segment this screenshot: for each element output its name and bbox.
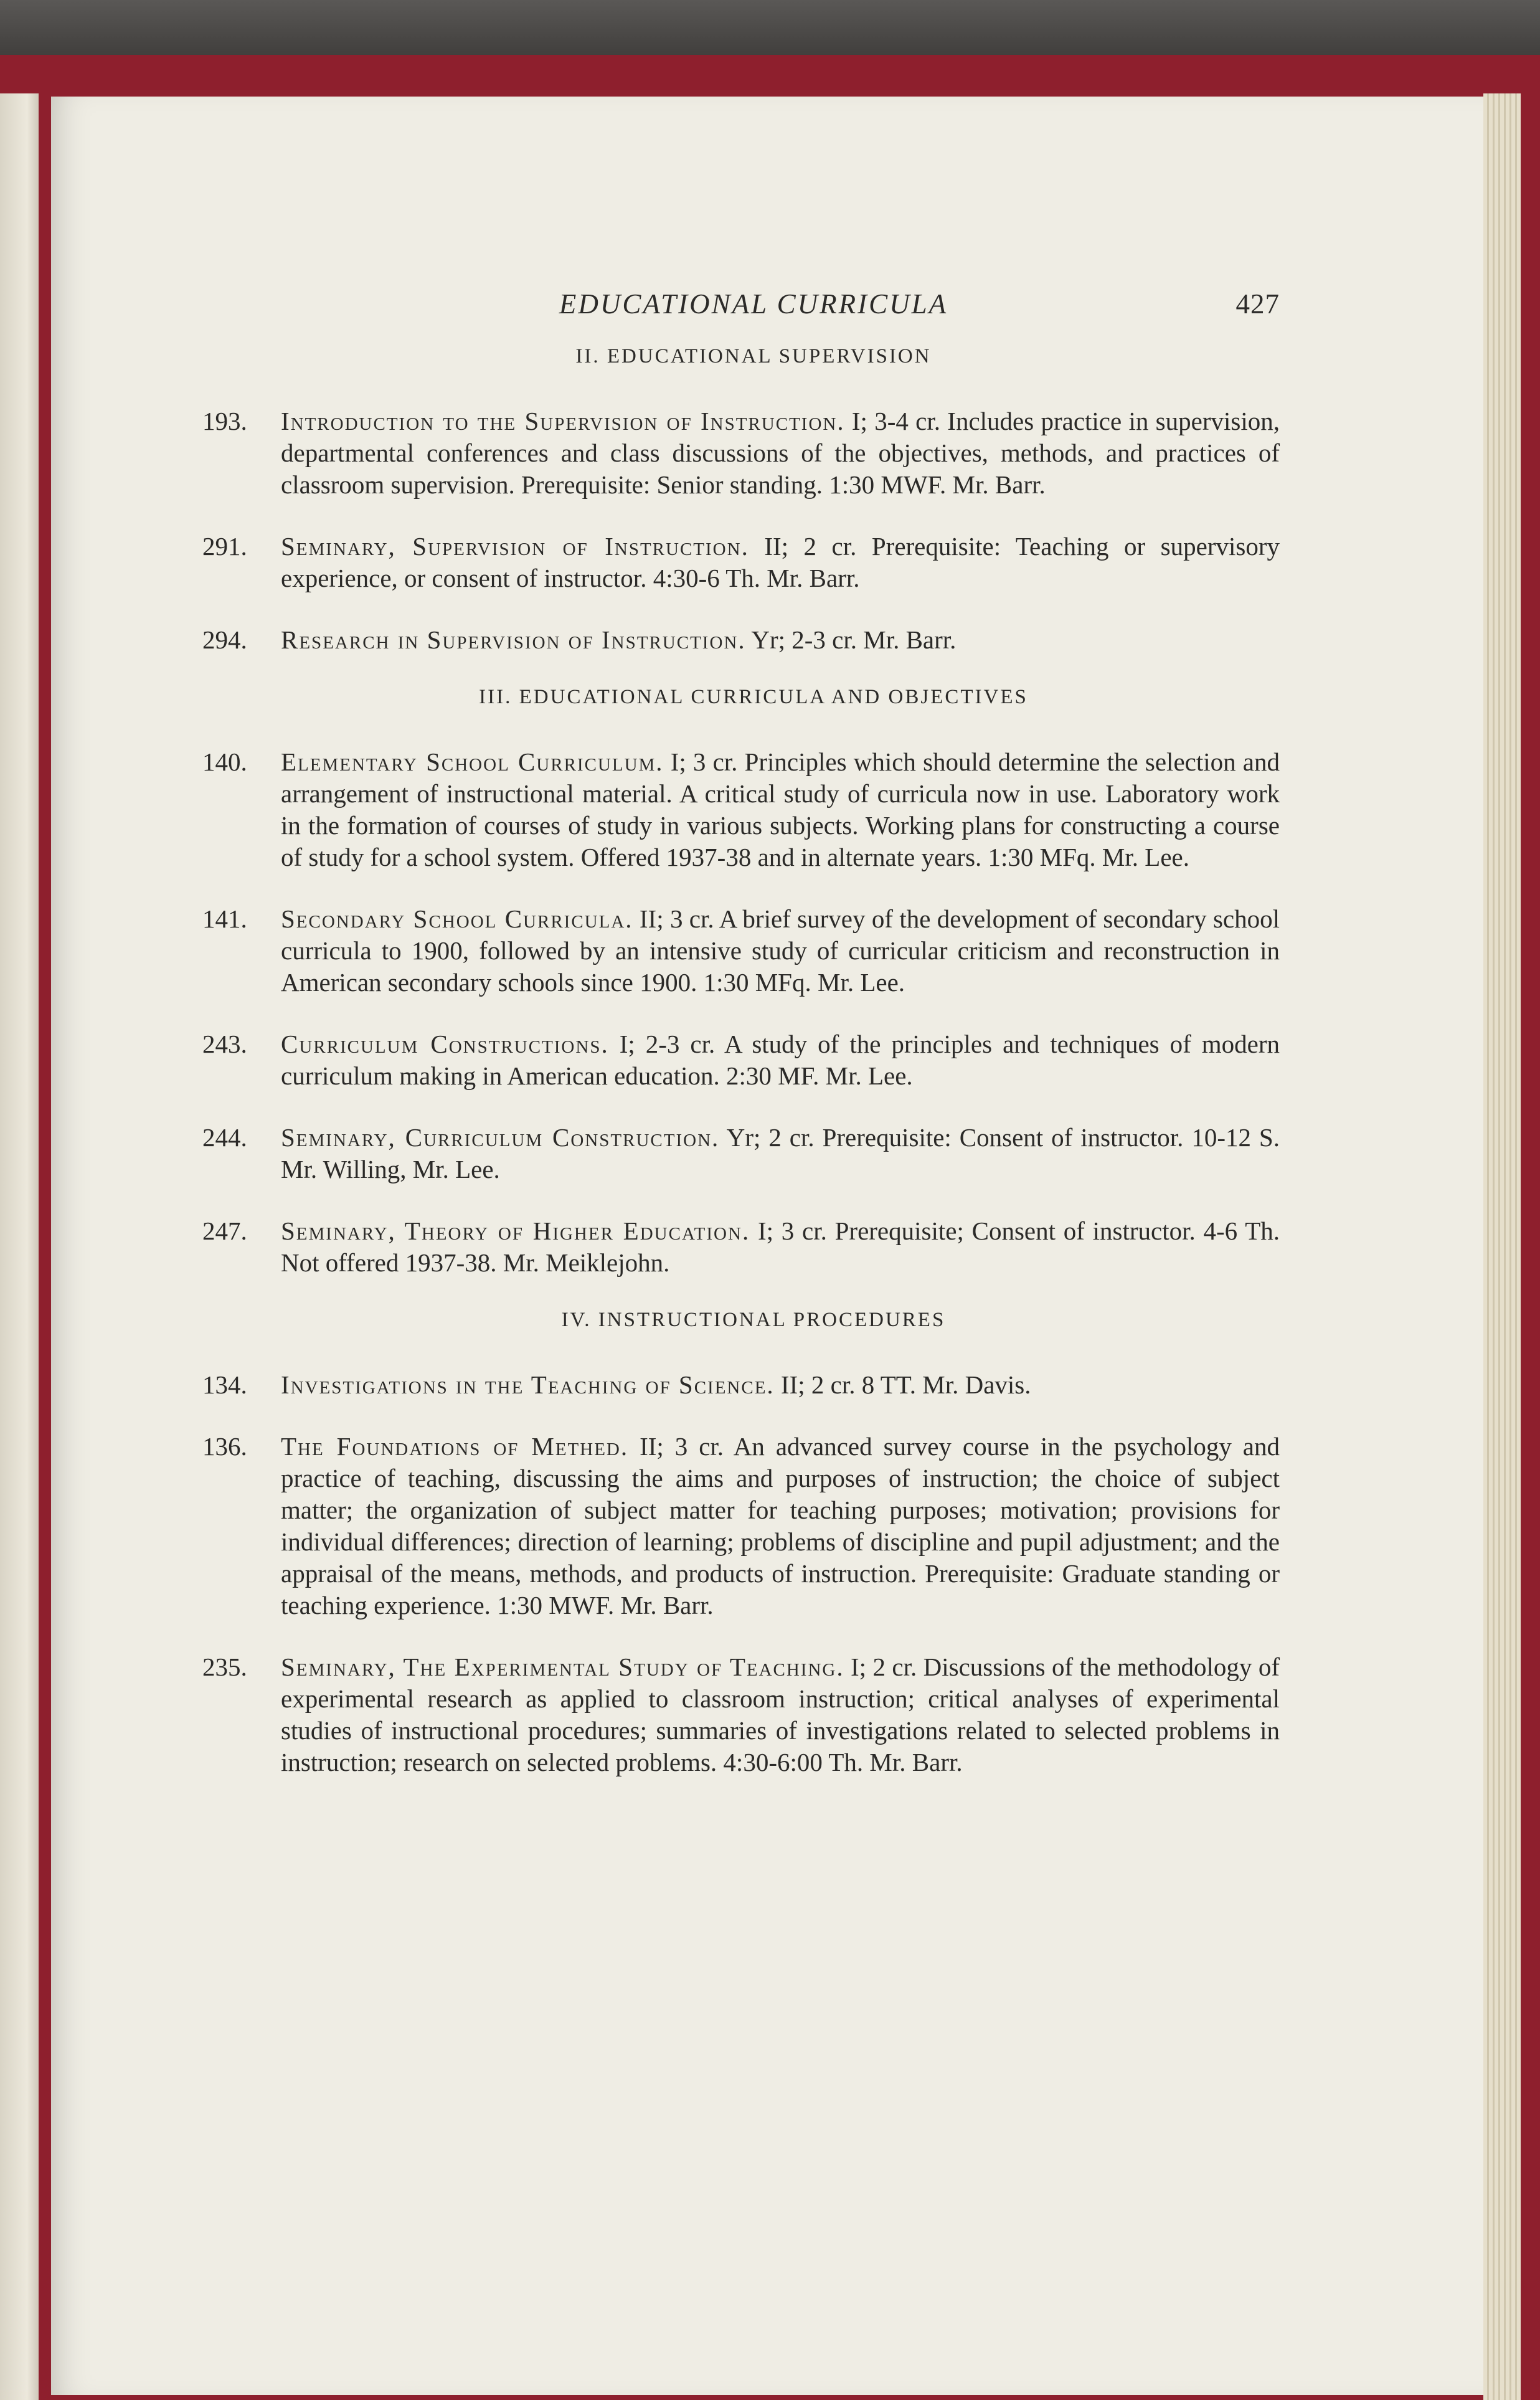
course-title: The Foundations of Methed. bbox=[281, 1432, 629, 1461]
section-heading: II. EDUCATIONAL SUPERVISION bbox=[575, 345, 932, 368]
course-description: I; 2 cr. Discussions of the methodology of experimental research as applied to classroom instruction; critical analyses of experimental studies of instructional procedures; summaries of investigations related to selected problems in instruction; research on selected problems. 4:30-6:00 Th. Mr. Barr. bbox=[281, 1653, 1280, 1776]
course-entry bbox=[202, 1122, 1280, 1185]
course-title: Seminary, Curriculum Construction. bbox=[281, 1123, 720, 1152]
facing-page-edge bbox=[0, 93, 39, 2400]
course-title: Introduction to the Supervision of Instruction. bbox=[281, 407, 845, 435]
course-title: Curriculum Constructions. bbox=[281, 1030, 609, 1058]
course-entry bbox=[202, 903, 1280, 998]
course-entry bbox=[202, 406, 1280, 501]
course-title: Seminary, The Experimental Study of Teaching. bbox=[281, 1653, 844, 1681]
page-content bbox=[202, 288, 1280, 1808]
course-description: I; 3 cr. Prerequisite; Consent of instructor. 4-6 Th. Not offered 1937-38. Mr. Meiklejohn. bbox=[281, 1217, 1280, 1277]
course-description: II; 3 cr. An advanced survey course in the psychology and practice of teaching, discussing the aims and purposes of instruction; the choice of subject matter; the organization of subject matter for teaching purposes; motivation; provisions for individual differences; direction of learning; problems of discipline and pupil adjustment; and the appraisal of the means, methods, and products of instruction. Prerequisite: Graduate standing or teaching experience. 1:30 MWF. Mr. Barr. bbox=[281, 1432, 1280, 1620]
course-number: 140. bbox=[202, 747, 247, 776]
course-entry bbox=[202, 624, 1280, 656]
course-number: 247. bbox=[202, 1217, 247, 1245]
course-title: Elementary School Curriculum. bbox=[281, 747, 664, 776]
course-description: I; 3 cr. Principles which should determine the selection and arrangement of instructional material. A critical study of curricula now in use. Laboratory work in the formation of courses of study in various subjects. Working plans for constructing a course of study for a school system. Offered 1937-38 and in alternate years. 1:30 MFq. Mr. Lee. bbox=[281, 747, 1280, 871]
course-number: 235. bbox=[202, 1653, 247, 1681]
course-title: Seminary, Theory of Higher Education. bbox=[281, 1217, 750, 1245]
course-entry bbox=[202, 1369, 1280, 1401]
running-head bbox=[227, 288, 1280, 331]
course-description: I; 2-3 cr. A study of the principles and techniques of modern curriculum making in American education. 2:30 MF. Mr. Lee. bbox=[281, 1030, 1280, 1090]
section-heading: III. EDUCATIONAL CURRICULA AND OBJECTIVES bbox=[479, 686, 1028, 708]
course-title: Research in Supervision of Instruction. bbox=[281, 625, 746, 654]
course-description: II; 3 cr. A brief survey of the development of secondary school curricula to 1900, followed by an intensive study of curricular criticism and reconstruction in American secondary schools since 1900. 1:30 MFq. Mr. Lee. bbox=[281, 904, 1280, 997]
course-entry bbox=[202, 1651, 1280, 1778]
page-stack-edge bbox=[1483, 93, 1521, 2400]
scan-background bbox=[0, 0, 1540, 59]
course-entry bbox=[202, 531, 1280, 594]
course-title: Secondary School Curricula. bbox=[281, 904, 633, 933]
course-description: II; 2 cr. Prerequisite: Teaching or supervisory experience, or consent of instructor. 4:30-6 Th. Mr. Barr. bbox=[281, 532, 1280, 592]
course-description: Yr; 2 cr. Prerequisite: Consent of instructor. 10-12 S. Mr. Willing, Mr. Lee. bbox=[281, 1123, 1280, 1183]
course-description: Yr; 2-3 cr. Mr. Barr. bbox=[745, 625, 957, 654]
course-description: I; 3-4 cr. Includes practice in supervision, departmental conferences and class discussions of the objectives, methods, and practices of classroom supervision. Prerequisite: Senior standing. 1:30 MWF. Mr. Barr. bbox=[281, 407, 1280, 499]
course-description: II; 2 cr. 8 TT. Mr. Davis. bbox=[774, 1370, 1031, 1399]
course-number: 243. bbox=[202, 1030, 247, 1058]
course-number: 193. bbox=[202, 407, 247, 435]
running-title: EDUCATIONAL CURRICULA bbox=[559, 288, 948, 320]
section-heading: IV. INSTRUCTIONAL PROCEDURES bbox=[561, 1309, 946, 1331]
course-number: 136. bbox=[202, 1432, 247, 1461]
course-entry bbox=[202, 746, 1280, 873]
page-number: 427 bbox=[1235, 288, 1280, 320]
course-number: 294. bbox=[202, 625, 247, 654]
course-entry bbox=[202, 1215, 1280, 1279]
course-title: Seminary, Supervision of Instruction. bbox=[281, 532, 749, 561]
course-entry bbox=[202, 1431, 1280, 1621]
course-number: 244. bbox=[202, 1123, 247, 1152]
course-number: 291. bbox=[202, 532, 247, 561]
course-number: 141. bbox=[202, 904, 247, 933]
course-number: 134. bbox=[202, 1370, 247, 1399]
course-title: Investigations in the Teaching of Science. bbox=[281, 1370, 775, 1399]
course-entry bbox=[202, 1028, 1280, 1092]
